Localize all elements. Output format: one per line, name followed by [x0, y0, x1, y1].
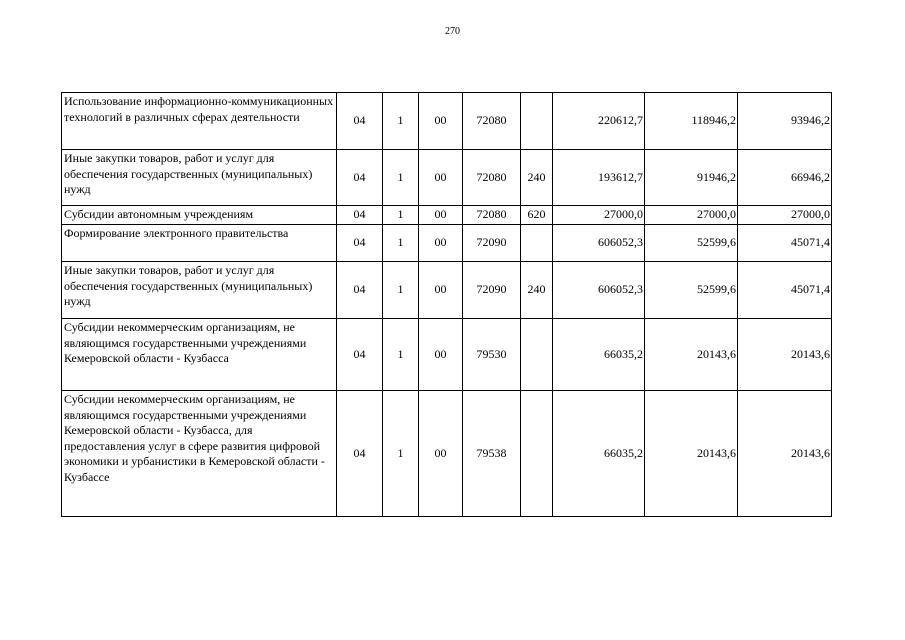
table-row — [62, 206, 832, 225]
program-code: 1 — [383, 150, 419, 206]
direction-code: 79530 — [463, 319, 521, 391]
amount-year-1: 66035,2 — [553, 319, 645, 391]
amount-year-3: 66946,2 — [738, 150, 832, 206]
row-name: Субсидии некоммерческим организациям, не являющимся государственными учреждениями Кемеровской области - Кузбасса, для предоставления услуг в сфере развития цифровой экономики и урбанистики в Кемеровской области - Кузбассе — [62, 391, 337, 517]
section-code: 04 — [337, 391, 383, 517]
amount-year-3: 20143,6 — [738, 391, 832, 517]
section-code: 04 — [337, 262, 383, 319]
expense-type-code — [521, 225, 553, 262]
row-name: Иные закупки товаров, работ и услуг для обеспечения государственных (муниципальных) нужд — [62, 262, 337, 319]
amount-year-2: 20143,6 — [645, 319, 738, 391]
program-code: 1 — [383, 391, 419, 517]
subprogram-code: 00 — [419, 262, 463, 319]
budget-table — [61, 92, 832, 517]
amount-year-2: 52599,6 — [645, 262, 738, 319]
expense-type-code — [521, 391, 553, 517]
direction-code: 72090 — [463, 262, 521, 319]
section-code: 04 — [337, 225, 383, 262]
table-row — [62, 150, 832, 206]
subprogram-code: 00 — [419, 150, 463, 206]
row-name: Субсидии автономным учреждениям — [62, 206, 337, 225]
amount-year-1: 66035,2 — [553, 391, 645, 517]
amount-year-3: 45071,4 — [738, 262, 832, 319]
section-code: 04 — [337, 319, 383, 391]
amount-year-2: 118946,2 — [645, 93, 738, 150]
subprogram-code: 00 — [419, 225, 463, 262]
subprogram-code: 00 — [419, 206, 463, 225]
amount-year-2: 20143,6 — [645, 391, 738, 517]
amount-year-2: 27000,0 — [645, 206, 738, 225]
table-row — [62, 262, 832, 319]
table-row — [62, 391, 832, 517]
amount-year-1: 193612,7 — [553, 150, 645, 206]
amount-year-2: 91946,2 — [645, 150, 738, 206]
amount-year-3: 45071,4 — [738, 225, 832, 262]
amount-year-1: 606052,3 — [553, 225, 645, 262]
program-code: 1 — [383, 93, 419, 150]
direction-code: 72080 — [463, 206, 521, 225]
program-code: 1 — [383, 225, 419, 262]
direction-code: 72080 — [463, 150, 521, 206]
amount-year-1: 27000,0 — [553, 206, 645, 225]
table-row — [62, 93, 832, 150]
row-name: Субсидии некоммерческим организациям, не являющимся государственными учреждениями Кемеровской области - Кузбасса — [62, 319, 337, 391]
subprogram-code: 00 — [419, 319, 463, 391]
expense-type-code — [521, 93, 553, 150]
expense-type-code: 240 — [521, 150, 553, 206]
subprogram-code: 00 — [419, 93, 463, 150]
row-name: Иные закупки товаров, работ и услуг для обеспечения государственных (муниципальных) нужд — [62, 150, 337, 206]
subprogram-code: 00 — [419, 391, 463, 517]
expense-type-code: 620 — [521, 206, 553, 225]
expense-type-code — [521, 319, 553, 391]
row-name: Формирование электронного правительства — [62, 225, 337, 262]
amount-year-3: 93946,2 — [738, 93, 832, 150]
direction-code: 79538 — [463, 391, 521, 517]
page-number: 270 — [445, 26, 460, 37]
direction-code: 72080 — [463, 93, 521, 150]
program-code: 1 — [383, 262, 419, 319]
table-row — [62, 319, 832, 391]
program-code: 1 — [383, 206, 419, 225]
amount-year-1: 606052,3 — [553, 262, 645, 319]
direction-code: 72090 — [463, 225, 521, 262]
section-code: 04 — [337, 150, 383, 206]
program-code: 1 — [383, 319, 419, 391]
table-row — [62, 225, 832, 262]
expense-type-code: 240 — [521, 262, 553, 319]
section-code: 04 — [337, 206, 383, 225]
section-code: 04 — [337, 93, 383, 150]
amount-year-3: 27000,0 — [738, 206, 832, 225]
amount-year-3: 20143,6 — [738, 319, 832, 391]
amount-year-1: 220612,7 — [553, 93, 645, 150]
amount-year-2: 52599,6 — [645, 225, 738, 262]
row-name: Использование информационно-коммуникационных технологий в различных сферах деятельности — [62, 93, 337, 150]
